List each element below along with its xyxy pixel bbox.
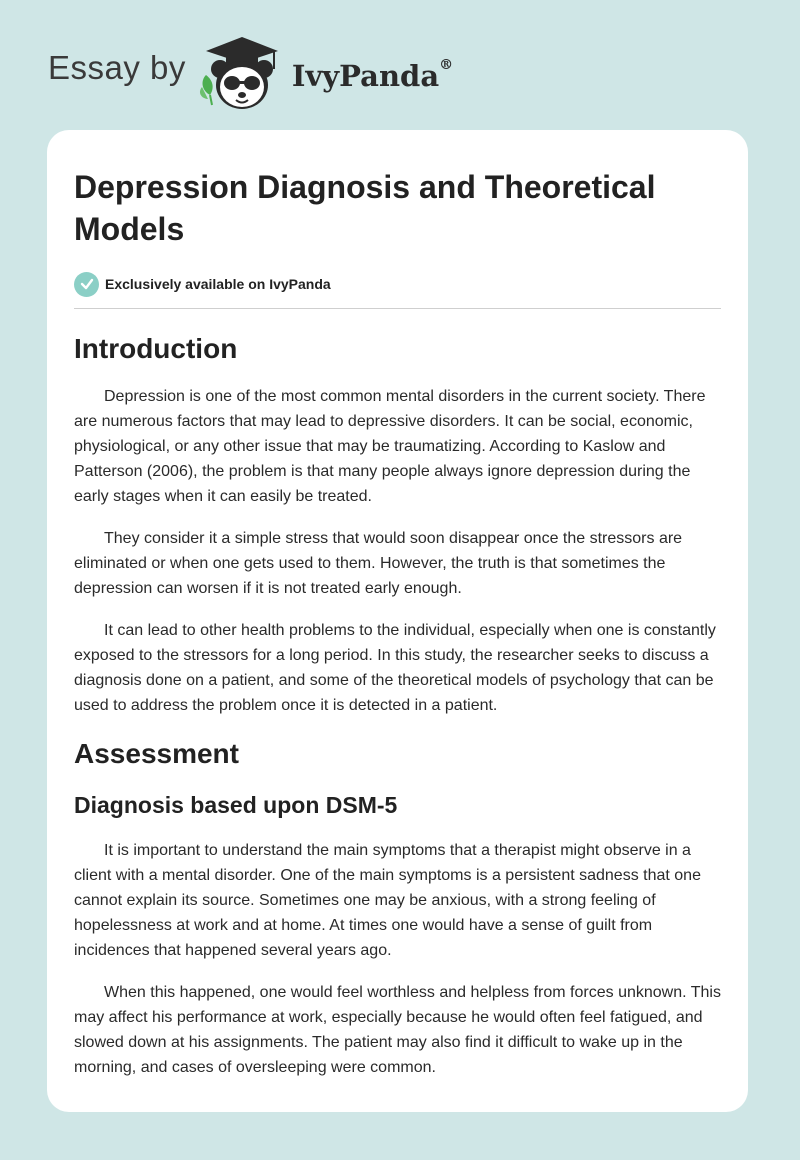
paragraph: It is important to understand the main symptoms that a therapist might observe in a client with a mental disorder. One of the main symptoms is a persistent sadness that one cannot explain its source. Sometimes one may be anxious, with a strong feeling of hopelessness at work and at home. At times one would have a sense of guilt from incidences that happened several years ago. [74, 842, 701, 959]
page-title: Depression Diagnosis and Theoretical Models [74, 169, 656, 247]
site-header [48, 34, 548, 114]
divider [74, 308, 721, 309]
section-heading-assessment: Assessment [74, 738, 239, 769]
subsection-heading-diagnosis: Diagnosis based upon DSM-5 [74, 792, 398, 818]
panda-logo-icon[interactable] [198, 35, 286, 113]
essay-by-label: Essay by [48, 49, 186, 86]
brand-name[interactable]: IvyPanda® [291, 57, 454, 93]
paragraph: When this happened, one would feel worthless and helpless from forces unknown. This may affect his performance at work, especially because he would often feel fatigued, and slowed down at his assignments. The patient may also find it difficult to wake up in the morning, and cases of oversleeping were common. [74, 984, 721, 1076]
section-heading-introduction: Introduction [74, 333, 238, 364]
paragraph: Depression is one of the most common mental disorders in the current society. There are numerous factors that may lead to depressive disorders. It can be social, economic, physiological, or any other issue that may be traumatizing. According to Kaslow and Patterson (2006), the problem is that many people always ignore depression during the early stages when it can easily be treated. [74, 388, 706, 505]
paragraph: It can lead to other health problems to the individual, especially when one is constantly exposed to the stressors for a long period. In this study, the researcher seeks to discuss a diagnosis done on a patient, and some of the theoretical models of psychology that can be used to address the problem once it is detected in a patient. [74, 622, 716, 714]
paragraph: They consider it a simple stress that would soon disappear once the stressors are eliminated or when one gets used to them. However, the truth is that sometimes the depression can worsen if it is not treated early enough. [74, 530, 683, 597]
exclusive-badge [74, 270, 721, 298]
check-icon [74, 272, 99, 297]
exclusive-label: Exclusively available on IvyPanda [105, 276, 331, 292]
essay-card [47, 130, 748, 1112]
registered-mark: ® [439, 57, 454, 74]
